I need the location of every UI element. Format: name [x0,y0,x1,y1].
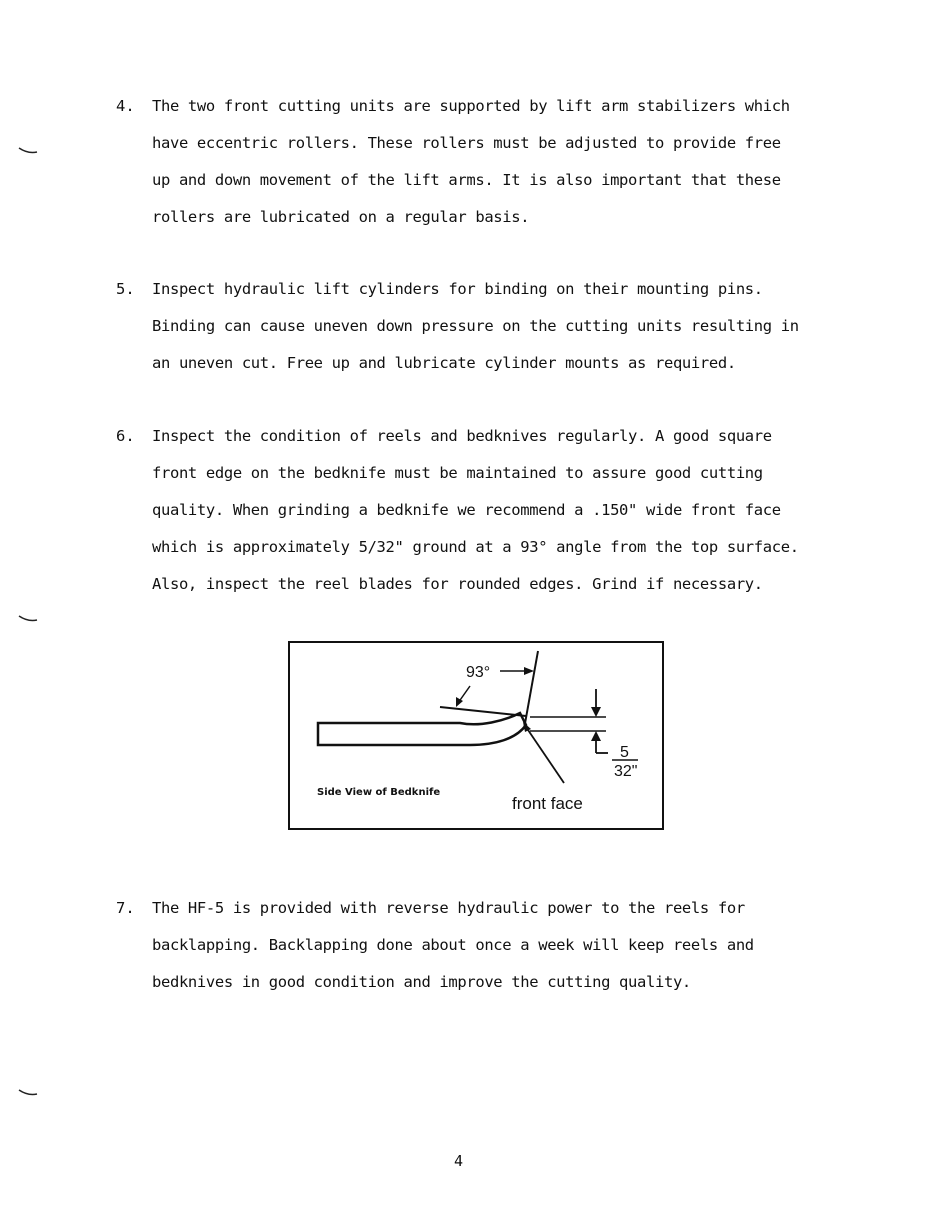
binder-hole-mark [18,145,38,155]
text-line: have eccentric rollers. These rollers must be adjusted to provide free [152,134,781,152]
text-line: front edge on the bedknife must be maintained to assure good cutting [152,464,763,482]
item-number: 4. [116,97,135,115]
item-text [152,271,842,382]
text-line: Inspect the condition of reels and bedknives regularly. A good square [152,427,772,445]
binder-hole-mark [18,1087,38,1097]
item-text [152,88,842,236]
text-line: backlapping. Backlapping done about once a week will keep reels and [152,936,754,954]
item-number: 7. [116,899,135,917]
fraction-numerator: 5 [620,744,629,761]
figure-caption: Side View of Bedknife [317,787,441,798]
item-number: 5. [116,280,135,298]
arrow-head [524,667,534,675]
text-line: Also, inspect the reel blades for rounded edges. Grind if necessary. [152,575,763,593]
text-line: The HF-5 is provided with reverse hydraulic power to the reels for [152,899,745,917]
binder-hole-mark [18,613,38,623]
arrow-head [591,731,601,741]
text-line: bedknives in good condition and improve the cutting quality. [152,973,691,991]
text-line: Binding can cause uneven down pressure on the cutting units resulting in [152,317,799,335]
bedknife-diagram [288,641,664,830]
text-line: an uneven cut. Free up and lubricate cylinder mounts as required. [152,354,736,372]
item-text [152,418,842,603]
text-line: The two front cutting units are supported by lift arm stabilizers which [152,97,790,115]
page-number: 4 [454,1152,464,1170]
text-line: up and down movement of the lift arms. It is also important that these [152,171,781,189]
item-number: 6. [116,427,135,445]
text-line: which is approximately 5/32" ground at a 93° angle from the top surface. [152,538,799,556]
front-face-label: front face [512,794,583,813]
bedknife-outline [318,713,526,745]
arrow-head [523,722,531,732]
item-text [152,890,842,1001]
arrow-head [591,707,601,717]
angle-label: 93° [466,664,491,681]
front-face-pointer [526,727,564,783]
bedknife-diagram-svg [290,643,662,828]
text-line: quality. When grinding a bedknife we recommend a .150" wide front face [152,501,781,519]
text-line: Inspect hydraulic lift cylinders for binding on their mounting pins. [152,280,763,298]
text-line: rollers are lubricated on a regular basis. [152,208,530,226]
top-surface-line [440,707,526,716]
fraction-denominator: 32" [614,763,638,780]
